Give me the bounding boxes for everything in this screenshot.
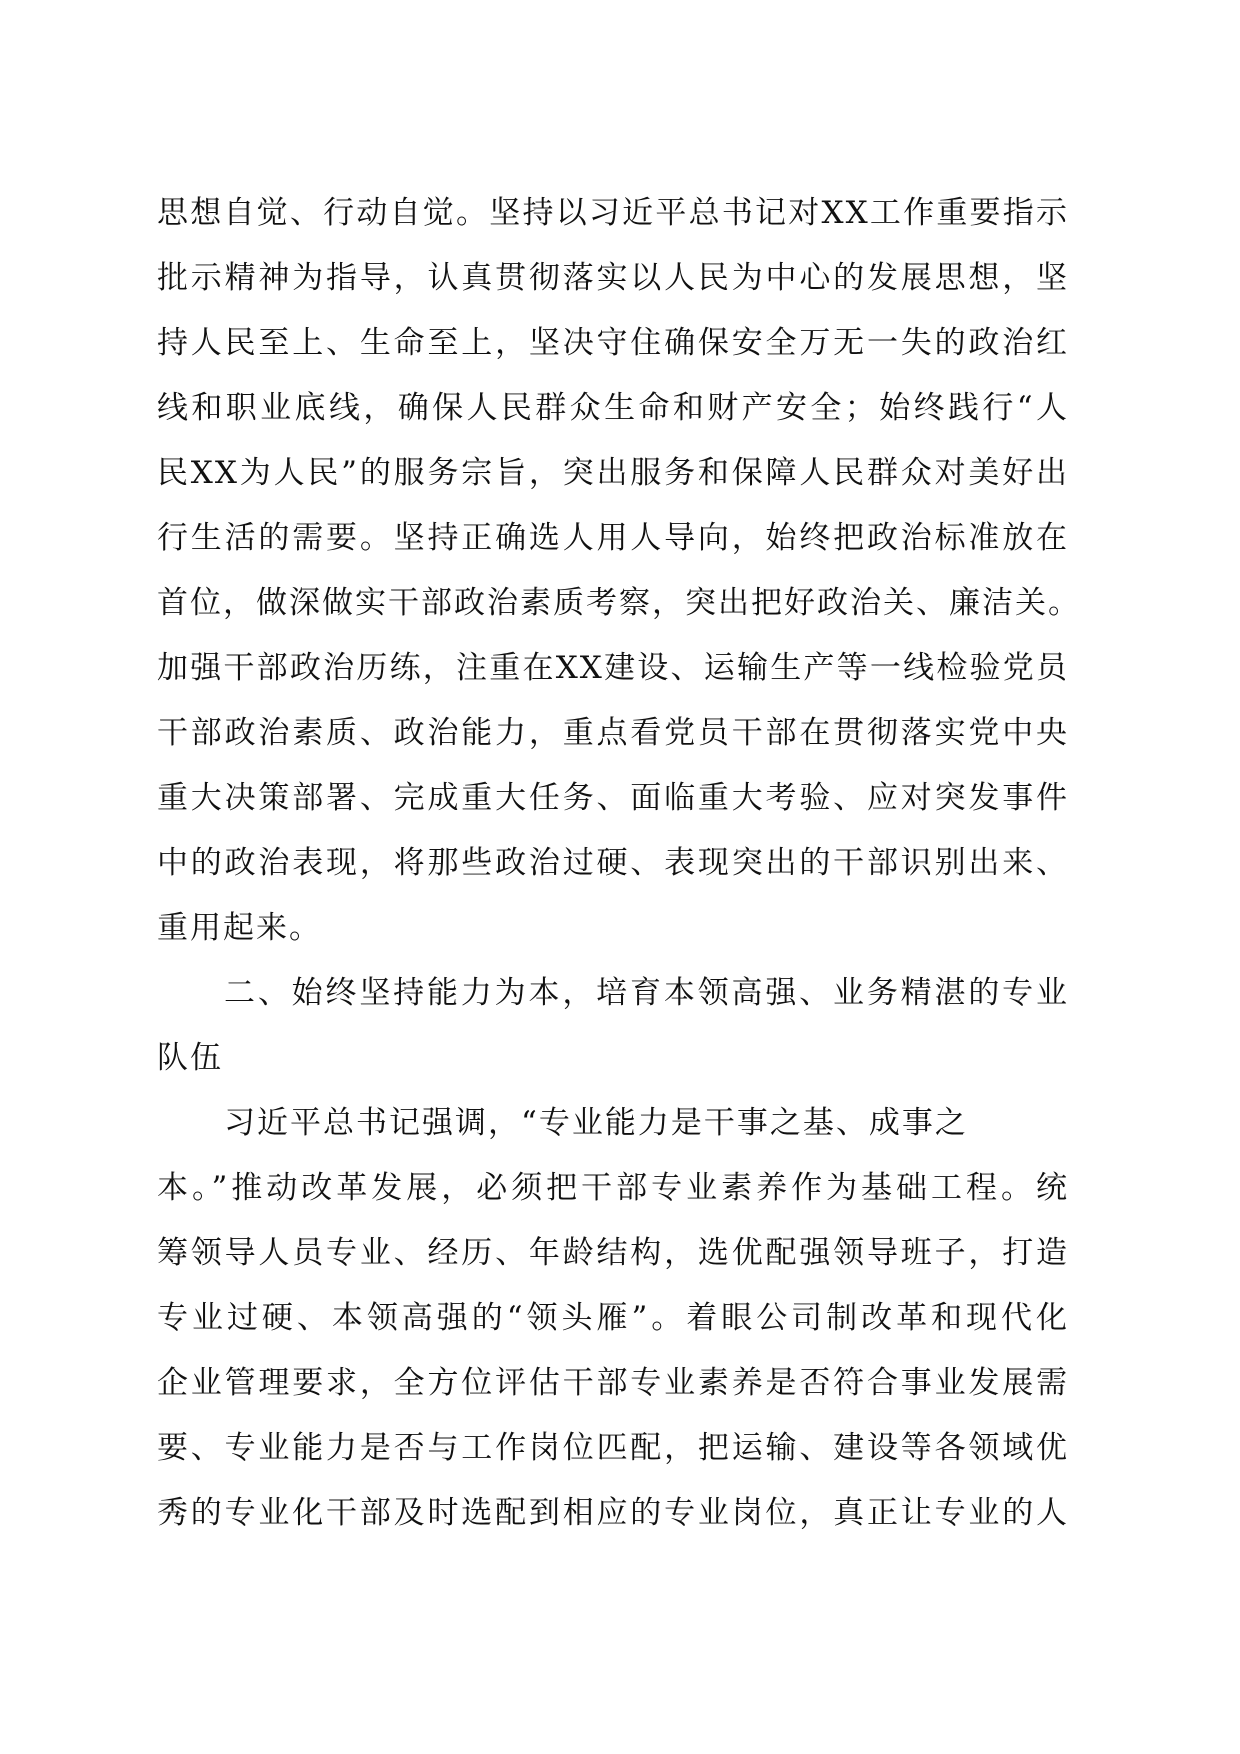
text-line: 企业管理要求，全方位评估干部专业素养是否符合事业发展需 xyxy=(157,1365,1069,1401)
document-page xyxy=(157,181,1081,1546)
paragraph-professional-ability xyxy=(157,1091,1069,1546)
heading-line: 二、始终坚持能力为本，培育本领高强、业务精湛的专业 xyxy=(224,975,1069,1011)
text-line: 行生活的需要。坚持正确选人用人导向，始终把政治标准放在 xyxy=(157,520,1069,556)
text-line: 习近平总书记强调，“专业能力是干事之基、成事之 xyxy=(224,1105,968,1141)
text-line: 批示精神为指导，认真贯彻落实以人民为中心的发展思想，坚 xyxy=(157,260,1069,296)
text-line: 本。”推动改革发展，必须把干部专业素养作为基础工程。统 xyxy=(157,1170,1069,1206)
text-line: 专业过硬、本领高强的“领头雁”。着眼公司制改革和现代化 xyxy=(157,1300,1069,1336)
text-line: 秀的专业化干部及时选配到相应的专业岗位，真正让专业的人 xyxy=(157,1495,1069,1531)
text-line: 筹领导人员专业、经历、年龄结构，选优配强领导班子，打造 xyxy=(157,1235,1069,1271)
text-line: 要、专业能力是否与工作岗位匹配，把运输、建设等各领域优 xyxy=(157,1430,1069,1466)
text-line: 首位，做深做实干部政治素质考察，突出把好政治关、廉洁关。 xyxy=(157,585,1081,621)
text-line: 重大决策部署、完成重大任务、面临重大考验、应对突发事件 xyxy=(157,780,1069,816)
section-heading xyxy=(157,961,1069,1091)
text-line: 中的政治表现，将那些政治过硬、表现突出的干部识别出来、 xyxy=(157,845,1069,881)
text-line: 持人民至上、生命至上，坚决守住确保安全万无一失的政治红 xyxy=(157,325,1069,361)
text-line: 干部政治素质、政治能力，重点看党员干部在贯彻落实党中央 xyxy=(157,715,1069,751)
text-line: 加强干部政治历练，注重在XX建设、运输生产等一线检验党员 xyxy=(157,650,1069,686)
text-line: 线和职业底线，确保人民群众生命和财产安全；始终践行“人 xyxy=(157,390,1069,426)
paragraph-political-standards xyxy=(157,181,1081,961)
text-line: 重用起来。 xyxy=(157,910,322,946)
text-line: 民XX为人民”的服务宗旨，突出服务和保障人民群众对美好出 xyxy=(157,455,1069,491)
text-line: 思想自觉、行动自觉。坚持以习近平总书记对XX工作重要指示 xyxy=(157,195,1069,231)
heading-line: 队伍 xyxy=(157,1040,223,1076)
